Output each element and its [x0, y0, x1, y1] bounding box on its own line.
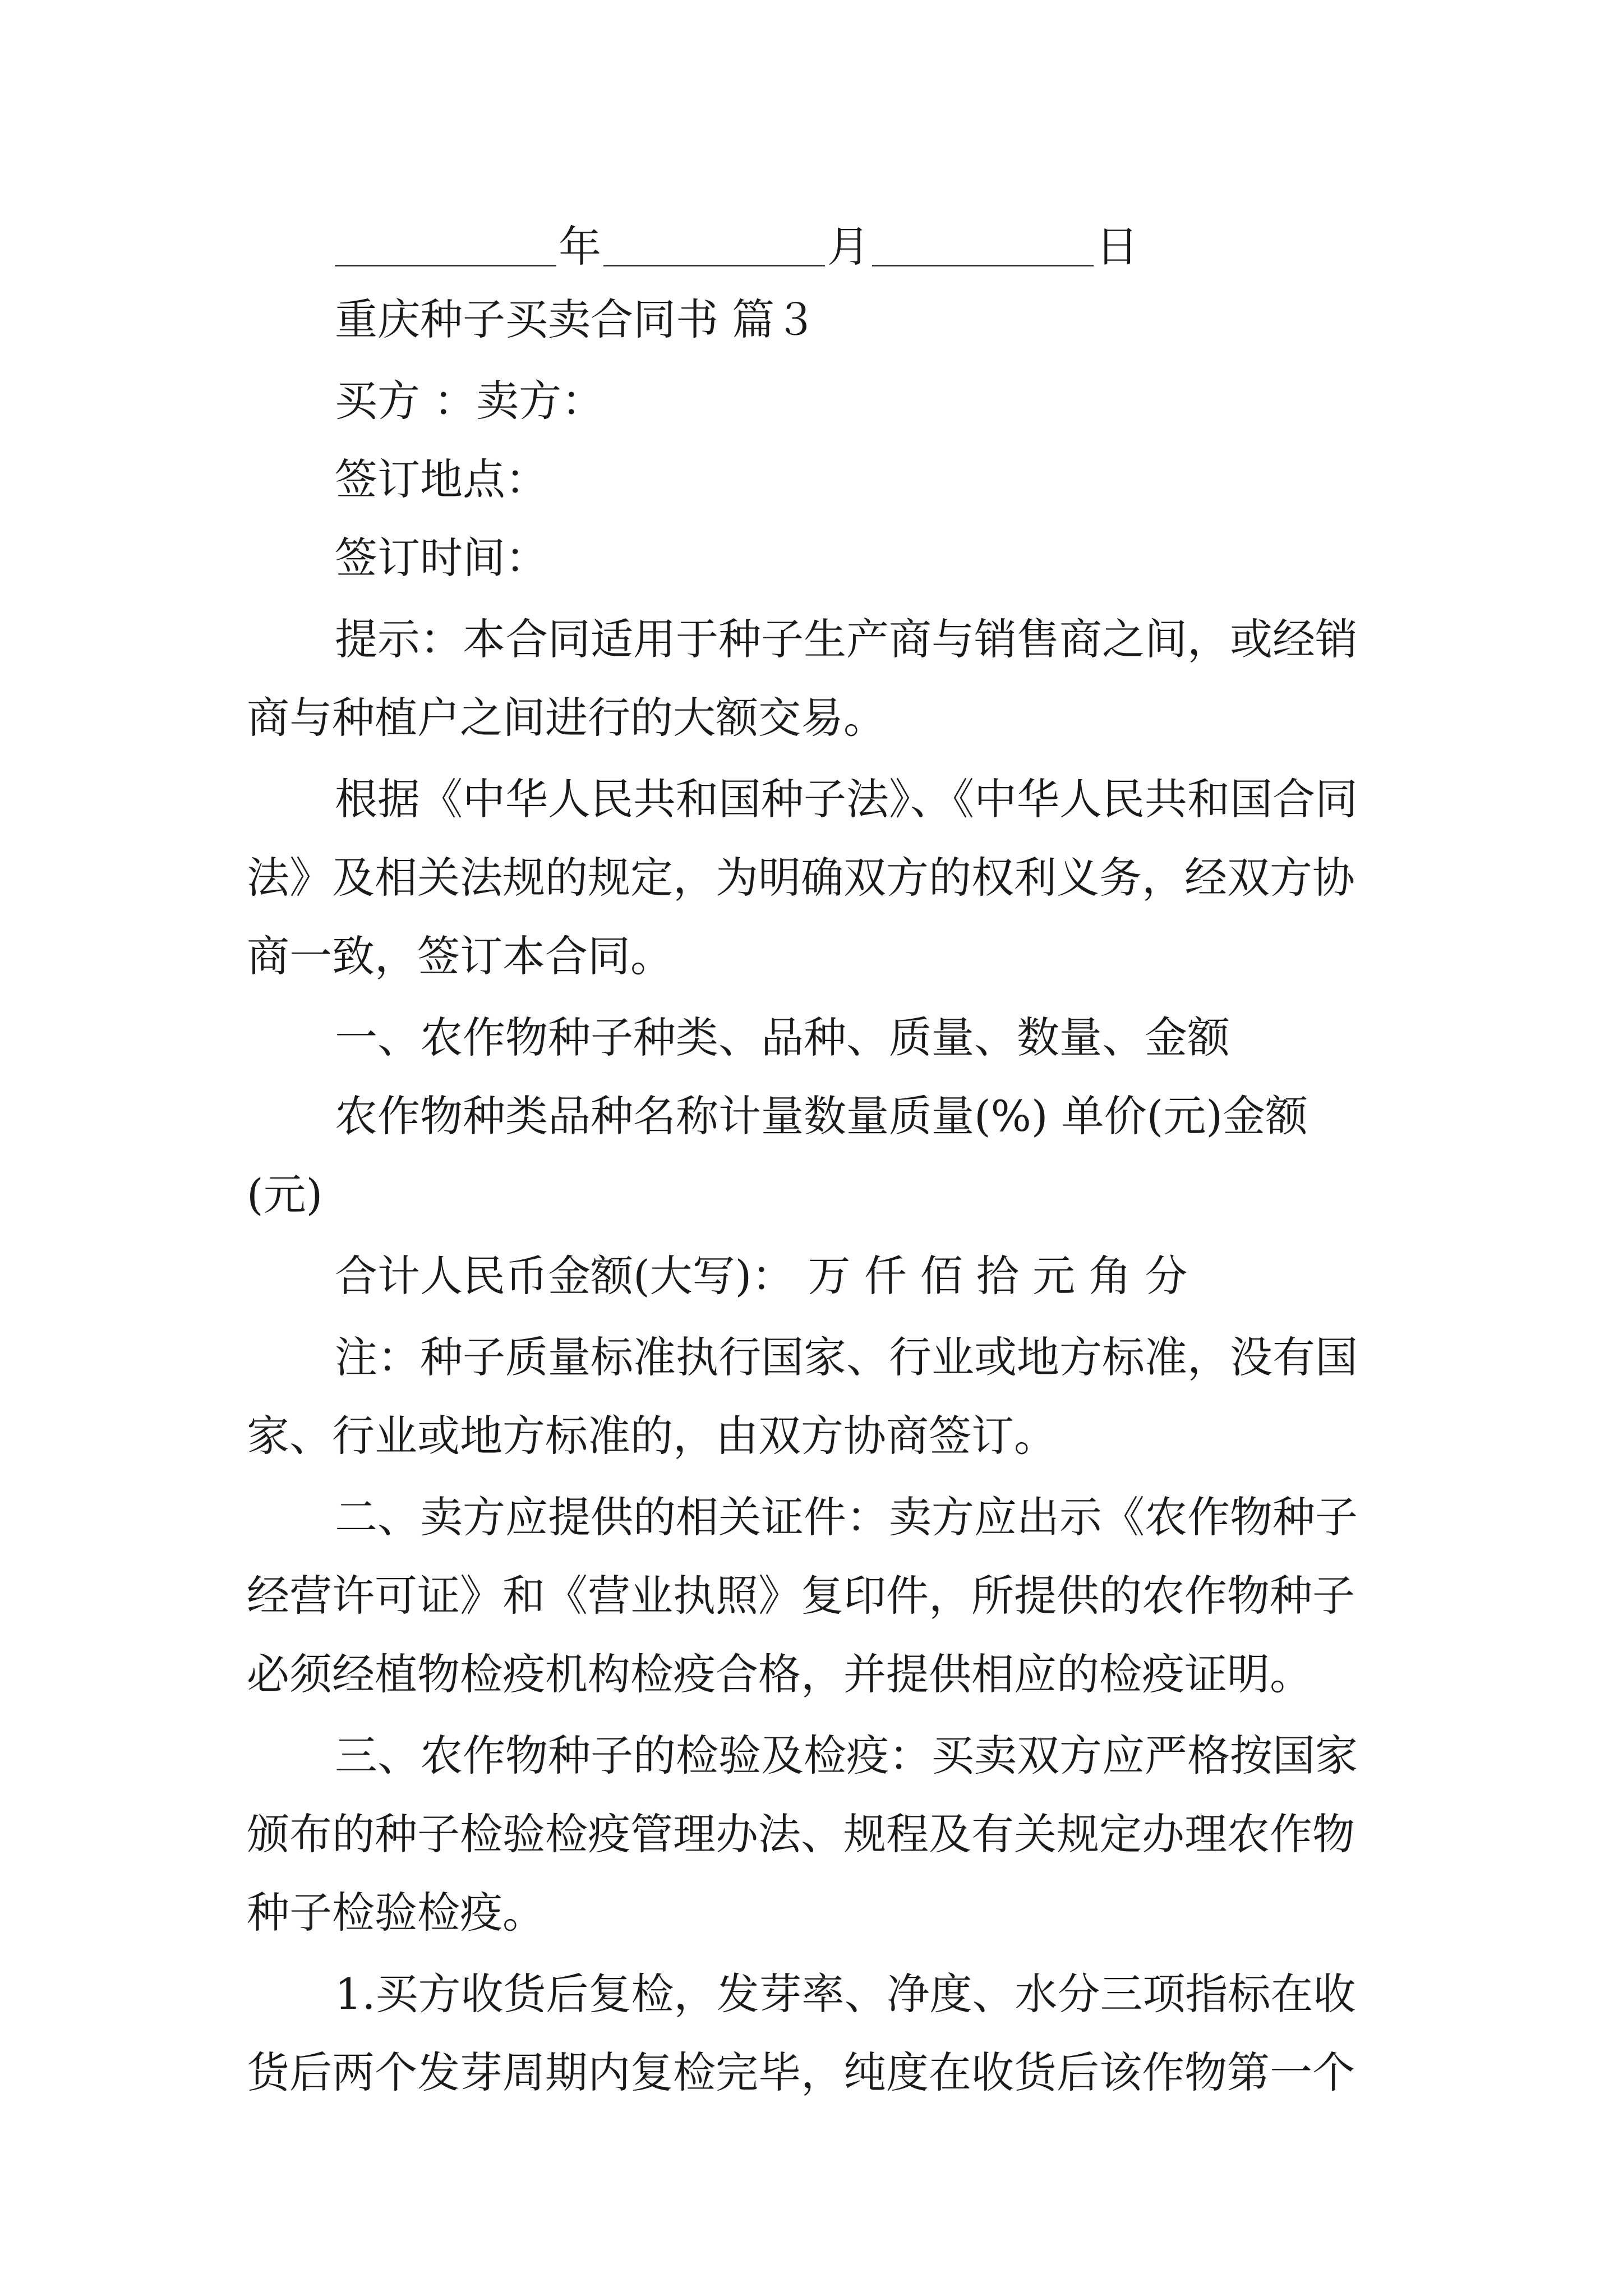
day-blank — [872, 226, 1094, 266]
total-amount-line: 合计人民币金额(大写)： 万 仟 佰 拾 元 角 分 — [335, 1251, 1188, 1301]
section-2-line-1: 二、卖方应提供的相关证件：卖方应出示《农作物种子 — [335, 1492, 1358, 1542]
table-header-line-1: 农作物种类品种名称计量数量质量(%) 单价(元)金额 — [335, 1091, 1308, 1141]
document-title: 重庆种子买卖合同书 篇３ — [335, 295, 818, 344]
item-1-line-1: 1.买方收货后复检，发芽率、净度、水分三项指标在收 — [335, 1969, 1356, 2019]
month-blank — [603, 226, 825, 266]
day-label: 日 — [1096, 222, 1138, 272]
section-3-line-1: 三、农作物种子的检验及检疫：买卖双方应严格按国家 — [335, 1731, 1358, 1780]
signing-time: 签订时间： — [335, 533, 548, 583]
item-1-line-2: 货后两个发芽周期内复检完毕，纯度在收货后该作物第一个 — [247, 2047, 1355, 2097]
notice-line-2: 商与种植户之间进行的大额交易。 — [247, 693, 886, 743]
signing-place: 签订地点： — [335, 454, 548, 504]
date-line — [335, 216, 1141, 272]
table-header-line-2: (元) — [247, 1170, 323, 1220]
basis-line-1: 根据《中华人民共和国种子法》、《中华人民共和国合同 — [335, 774, 1358, 824]
year-blank — [335, 226, 556, 266]
basis-line-2: 法》及相关法规的规定，为明确双方的权利义务，经双方协 — [247, 853, 1355, 903]
month-label: 月 — [827, 222, 870, 272]
section-2-line-2: 经营许可证》和《营业执照》复印件，所提供的农作物种子 — [247, 1571, 1355, 1621]
section-3-line-2: 颁布的种子检验检疫管理办法、规程及有关规定办理农作物 — [247, 1809, 1355, 1859]
basis-line-3: 商一致，签订本合同。 — [247, 931, 673, 981]
section-2-line-3: 必须经植物检疫机构检疫合格，并提供相应的检疫证明。 — [247, 1649, 1312, 1699]
notice-line-1: 提示：本合同适用于种子生产商与销售商之间，或经销 — [335, 614, 1358, 664]
note-line-1: 注：种子质量标准执行国家、行业或地方标准，没有国 — [335, 1332, 1358, 1382]
parties-line: 买方 ：卖方： — [335, 376, 605, 426]
year-label: 年 — [559, 222, 601, 272]
note-line-2: 家、行业或地方标准的，由双方协商签订。 — [247, 1411, 1057, 1461]
section-3-line-3: 种子检验检疫。 — [247, 1888, 545, 1938]
section-1-heading: 一、农作物种子种类、品种、质量、数量、金额 — [335, 1013, 1230, 1062]
